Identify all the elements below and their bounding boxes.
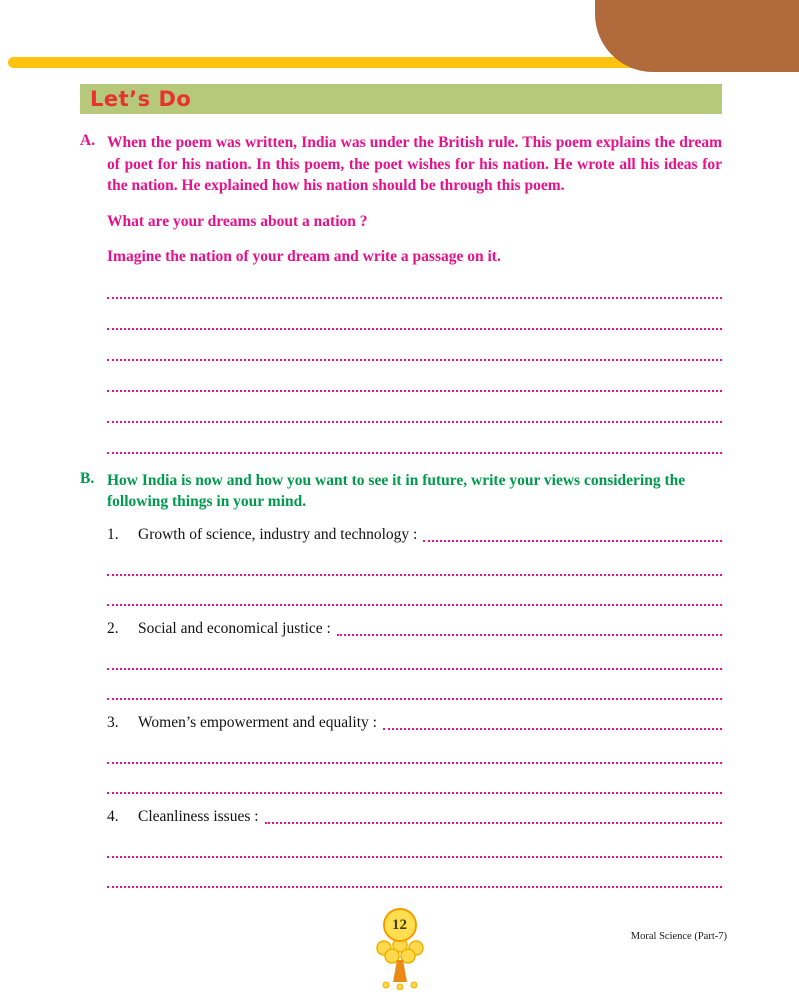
answer-line [107,423,722,454]
item-number: 4. [107,807,119,825]
answer-line [107,640,722,670]
item-number: 2. [107,619,119,637]
list-item-4 [107,806,722,888]
section-b-body [107,470,722,888]
list-item-row [107,806,722,828]
banner-title: Let’s Do [90,87,192,111]
corner-decoration [595,0,799,72]
answer-line [107,828,722,858]
item-number: 3. [107,713,119,731]
item-label: Cleanliness issues : [138,807,259,825]
answer-line [107,764,722,794]
page-number-badge [383,908,417,942]
list-item-row [107,712,722,734]
list-item-row [107,618,722,640]
answer-line [107,670,722,700]
item-label: Social and economical justice : [138,619,331,637]
section-a-paragraph: When the poem was written, India was under the British rule. This poem explains the dream of poet for his nation. In this poem, the poet wishes for his nation. He wrote all his ideas for the nation. He explained how his nation should be through this poem. [107,134,722,194]
section-a-body [107,132,722,454]
item-number: 1. [107,525,119,543]
answer-line [107,858,722,888]
list-item-1 [107,524,722,606]
answer-line [107,546,722,576]
answer-line [107,392,722,423]
item-dotted-fill [337,634,722,636]
section-a-question-2: Imagine the nation of your dream and write a passage on it. [107,248,501,265]
answer-line [107,268,722,299]
section-a [80,132,722,454]
lets-do-banner [80,84,722,114]
tree-icon [368,938,432,990]
section-a-question-1: What are your dreams about a nation ? [107,212,368,230]
list-item-2 [107,618,722,700]
item-dotted-fill [265,822,722,824]
answer-line [107,361,722,392]
list-item-row [107,524,722,546]
footer-book-title: Moral Science (Part-7) [630,931,727,942]
section-b-label: B. [80,469,95,487]
item-dotted-fill [383,728,722,730]
tree-page-decoration [368,908,432,994]
answer-line [107,576,722,606]
section-b-heading: How India is now and how you want to see it in future, write your views considering the following things in your mind. [107,471,686,510]
list-item-3 [107,712,722,794]
content-area [80,84,722,888]
item-label: Growth of science, industry and technology : [138,525,418,543]
page-number: 12 [392,916,407,933]
section-a-label: A. [80,132,96,149]
answer-line [107,330,722,361]
answer-line [107,299,722,330]
section-b [80,470,722,888]
item-dotted-fill [423,540,722,542]
section-a-answer-lines [107,268,722,454]
item-label: Women’s empowerment and equality : [138,713,377,731]
answer-line [107,734,722,764]
